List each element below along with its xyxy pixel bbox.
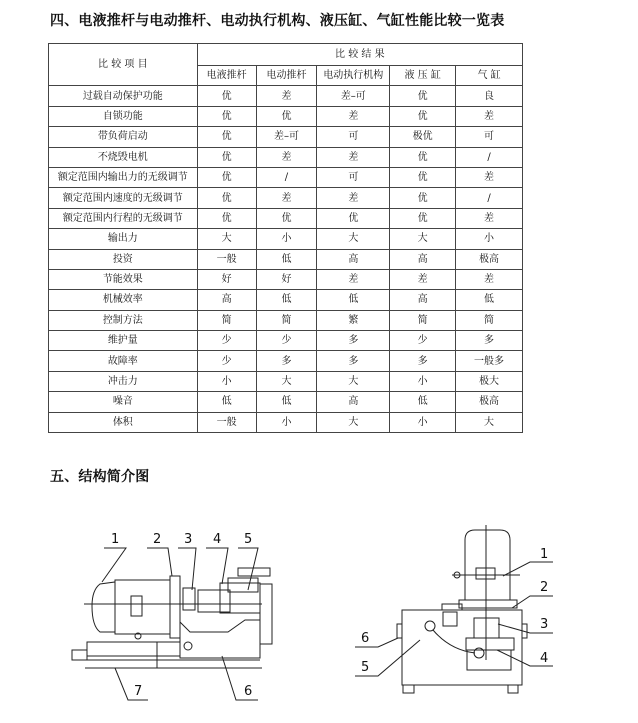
- table-cell: 多: [317, 331, 390, 351]
- table-cell: 多: [256, 351, 317, 371]
- item-header: 比 较 项 目: [49, 44, 198, 86]
- table-cell: 简: [197, 310, 256, 330]
- table-cell: 差: [456, 208, 523, 228]
- diagram-label: 5: [244, 532, 253, 547]
- diagram-label: 3: [540, 617, 549, 632]
- table-cell: 优: [390, 188, 456, 208]
- table-cell: 优: [197, 127, 256, 147]
- table-cell: 高: [317, 249, 390, 269]
- table-cell: 好: [256, 269, 317, 289]
- table-cell: 少: [197, 351, 256, 371]
- table-cell: 差–可: [317, 86, 390, 106]
- table-cell: 小: [256, 412, 317, 432]
- table-cell: 极高: [456, 249, 523, 269]
- table-cell: 多: [317, 351, 390, 371]
- table-cell: 良: [456, 86, 523, 106]
- table-cell: 繁: [317, 310, 390, 330]
- column-header: 气 缸: [456, 66, 523, 86]
- table-cell: 一般: [197, 412, 256, 432]
- table-cell: 低: [390, 392, 456, 412]
- table-cell: 小: [390, 371, 456, 391]
- section-4-title: 四、电液推杆与电动推杆、电动执行机构、液压缸、气缸性能比较一览表: [50, 13, 505, 29]
- diagram-label: 6: [361, 631, 370, 646]
- row-label: 维护量: [49, 331, 198, 351]
- table-cell: 小: [390, 412, 456, 432]
- table-cell: 大: [317, 412, 390, 432]
- table-cell: 优: [317, 208, 390, 228]
- table-cell: 极优: [390, 127, 456, 147]
- table-cell: 大: [256, 371, 317, 391]
- table-cell: 简: [456, 310, 523, 330]
- table-cell: 低: [317, 290, 390, 310]
- row-label: 额定范围内输出力的无级调节: [49, 167, 198, 187]
- table-cell: 优: [197, 106, 256, 126]
- diagram-label: 6: [244, 684, 253, 699]
- diagram-label: 1: [540, 547, 549, 562]
- diagram-label: 7: [134, 684, 143, 699]
- row-label: 体积: [49, 412, 198, 432]
- table-cell: 优: [390, 167, 456, 187]
- row-label: 噪音: [49, 392, 198, 412]
- row-label: 故障率: [49, 351, 198, 371]
- table-cell: 大: [390, 229, 456, 249]
- table-cell: 优: [197, 188, 256, 208]
- row-label: 过载自动保护功能: [49, 86, 198, 106]
- diagram-label: 2: [153, 532, 162, 547]
- table-cell: 高: [390, 290, 456, 310]
- side-view-diagram: [72, 548, 272, 700]
- table-cell: 小: [256, 229, 317, 249]
- table-cell: 高: [390, 249, 456, 269]
- table-cell: 优: [390, 86, 456, 106]
- table-cell: 大: [197, 229, 256, 249]
- table-cell: 差: [390, 269, 456, 289]
- table-cell: 差: [256, 86, 317, 106]
- table-cell: 可: [317, 167, 390, 187]
- row-label: 投资: [49, 249, 198, 269]
- table-cell: 优: [256, 208, 317, 228]
- table-cell: 优: [390, 147, 456, 167]
- table-cell: 差: [456, 106, 523, 126]
- table-cell: 优: [197, 208, 256, 228]
- table-cell: 优: [197, 86, 256, 106]
- diagram-label: 2: [540, 580, 549, 595]
- diagram-label: 5: [361, 660, 370, 675]
- table-cell: 简: [256, 310, 317, 330]
- diagram-label: 4: [213, 532, 222, 547]
- column-header: 电液推杆: [197, 66, 256, 86]
- row-label: 不烧毁电机: [49, 147, 198, 167]
- row-label: 额定范围内速度的无级调节: [49, 188, 198, 208]
- column-header: 电动执行机构: [317, 66, 390, 86]
- table-cell: 可: [317, 127, 390, 147]
- table-cell: 低: [197, 392, 256, 412]
- table-cell: 好: [197, 269, 256, 289]
- column-header: 电动推杆: [256, 66, 317, 86]
- row-label: 控制方法: [49, 310, 198, 330]
- table-cell: /: [456, 147, 523, 167]
- table-cell: 优: [390, 208, 456, 228]
- table-cell: 差: [256, 147, 317, 167]
- row-label: 带负荷启动: [49, 127, 198, 147]
- table-cell: 一般多: [456, 351, 523, 371]
- table-cell: 可: [456, 127, 523, 147]
- table-cell: 差: [256, 188, 317, 208]
- table-cell: 少: [390, 331, 456, 351]
- table-cell: 少: [197, 331, 256, 351]
- table-cell: 大: [456, 412, 523, 432]
- table-cell: 多: [456, 331, 523, 351]
- table-cell: 低: [456, 290, 523, 310]
- table-cell: 优: [390, 106, 456, 126]
- table-cell: 少: [256, 331, 317, 351]
- front-view-diagram: [355, 525, 553, 693]
- table-cell: /: [456, 188, 523, 208]
- row-label: 输出力: [49, 229, 198, 249]
- table-cell: /: [256, 167, 317, 187]
- table-cell: 低: [256, 290, 317, 310]
- table-cell: 差: [456, 269, 523, 289]
- table-cell: 大: [317, 371, 390, 391]
- table-cell: 简: [390, 310, 456, 330]
- table-cell: 高: [197, 290, 256, 310]
- table-cell: 差: [317, 106, 390, 126]
- column-header: 液 压 缸: [390, 66, 456, 86]
- table-cell: 差: [317, 269, 390, 289]
- row-label: 机械效率: [49, 290, 198, 310]
- table-cell: 差–可: [256, 127, 317, 147]
- table-cell: 差: [317, 147, 390, 167]
- front-view-labels: [361, 547, 548, 675]
- diagram-label: 1: [111, 532, 120, 547]
- table-cell: 低: [256, 392, 317, 412]
- row-label: 冲击力: [49, 371, 198, 391]
- table-cell: 优: [256, 106, 317, 126]
- table-cell: 低: [256, 249, 317, 269]
- result-header: 比 较 结 果: [197, 44, 522, 66]
- row-label: 自锁功能: [49, 106, 198, 126]
- table-cell: 小: [456, 229, 523, 249]
- table-cell: 多: [390, 351, 456, 371]
- row-label: 额定范围内行程的无级调节: [49, 208, 198, 228]
- table-cell: 极大: [456, 371, 523, 391]
- table-cell: 优: [197, 147, 256, 167]
- table-cell: 一般: [197, 249, 256, 269]
- section-5-title: 五、结构简介图: [50, 469, 150, 485]
- diagram-label: 3: [184, 532, 193, 547]
- table-cell: 差: [317, 188, 390, 208]
- table-cell: 大: [317, 229, 390, 249]
- table-cell: 高: [317, 392, 390, 412]
- table-cell: 极高: [456, 392, 523, 412]
- row-label: 节能效果: [49, 269, 198, 289]
- diagram-label: 4: [540, 651, 549, 666]
- table-cell: 小: [197, 371, 256, 391]
- table-cell: 优: [197, 167, 256, 187]
- table-cell: 差: [456, 167, 523, 187]
